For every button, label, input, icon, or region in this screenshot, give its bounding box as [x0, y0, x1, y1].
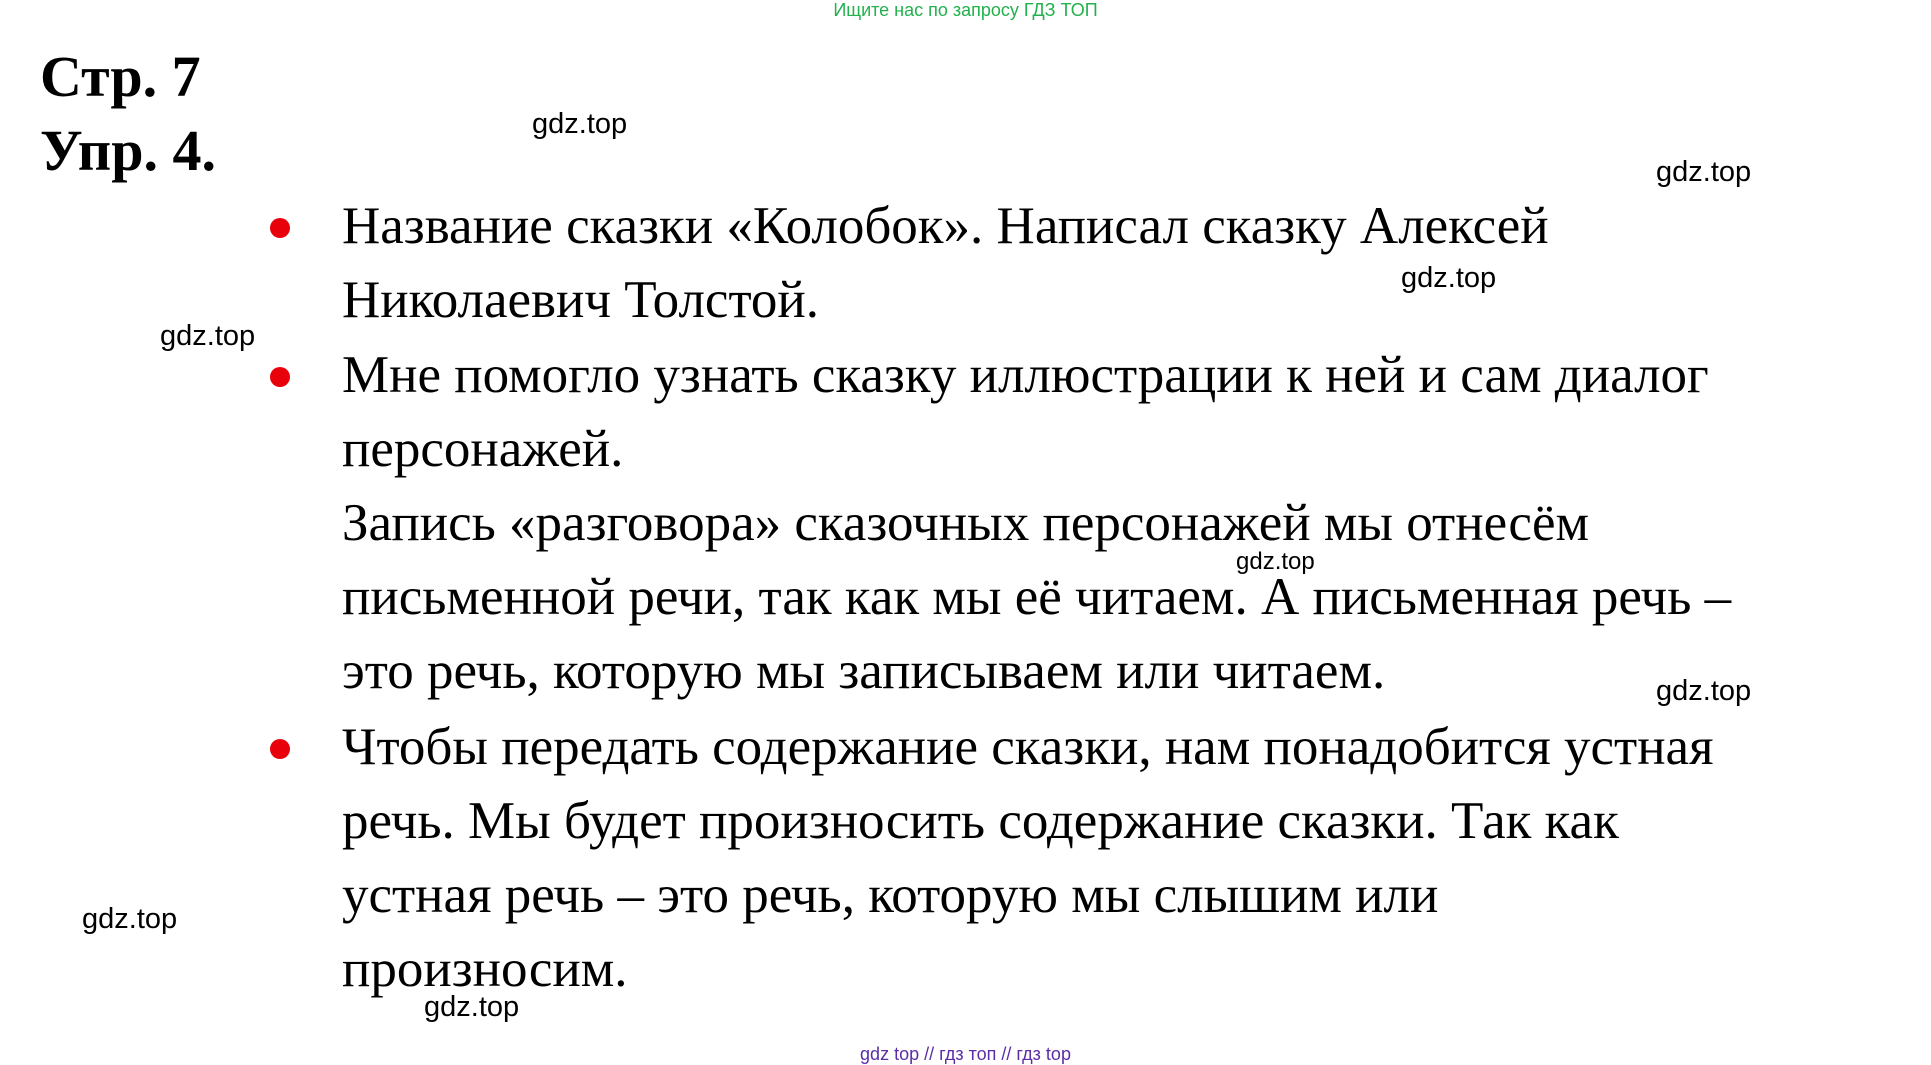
- watermark: gdz.top: [160, 320, 256, 352]
- item-text-line: персонажей.: [342, 420, 624, 478]
- watermark: gdz.top: [532, 108, 628, 140]
- watermark: gdz.top: [82, 903, 178, 935]
- watermark: gdz.top: [1401, 262, 1497, 294]
- exercise-title: Упр. 4.: [40, 118, 216, 183]
- item-text-line: Мне помогло узнать сказку иллюстрации к ней и сам диалог: [342, 346, 1709, 404]
- item-text-line: письменной речи, так как мы её читаем. А письменная речь –: [342, 568, 1732, 626]
- top-banner: Ищите нас по запросу ГДЗ ТОП: [833, 0, 1098, 20]
- item-text-line: это речь, которую мы записываем или читаем.: [342, 642, 1386, 700]
- bullet-marker: [270, 367, 290, 387]
- bullet-marker: [270, 218, 290, 238]
- item-text-line: речь. Мы будет произносить содержание сказки. Так как: [342, 792, 1619, 850]
- item-text-line: произносим.: [342, 940, 628, 998]
- item-text-line: устная речь – это речь, которую мы слышим или: [342, 866, 1439, 924]
- item-text-line: Чтобы передать содержание сказки, нам понадобится устная: [342, 718, 1714, 776]
- page-title: Стр. 7: [40, 44, 201, 109]
- watermark: gdz.top: [1236, 548, 1315, 575]
- watermark: gdz.top: [1656, 156, 1752, 188]
- watermark: gdz.top: [424, 991, 520, 1023]
- watermark: gdz.top: [1656, 675, 1752, 707]
- item-text-line: Название сказки «Колобок». Написал сказку Алексей: [342, 197, 1549, 255]
- footer: gdz top // гдз топ // гдз top: [860, 1044, 1071, 1064]
- bullet-marker: [270, 739, 290, 759]
- item-text-line: Запись «разговора» сказочных персонажей мы отнесём: [342, 494, 1590, 552]
- item-text-line: Николаевич Толстой.: [342, 271, 820, 329]
